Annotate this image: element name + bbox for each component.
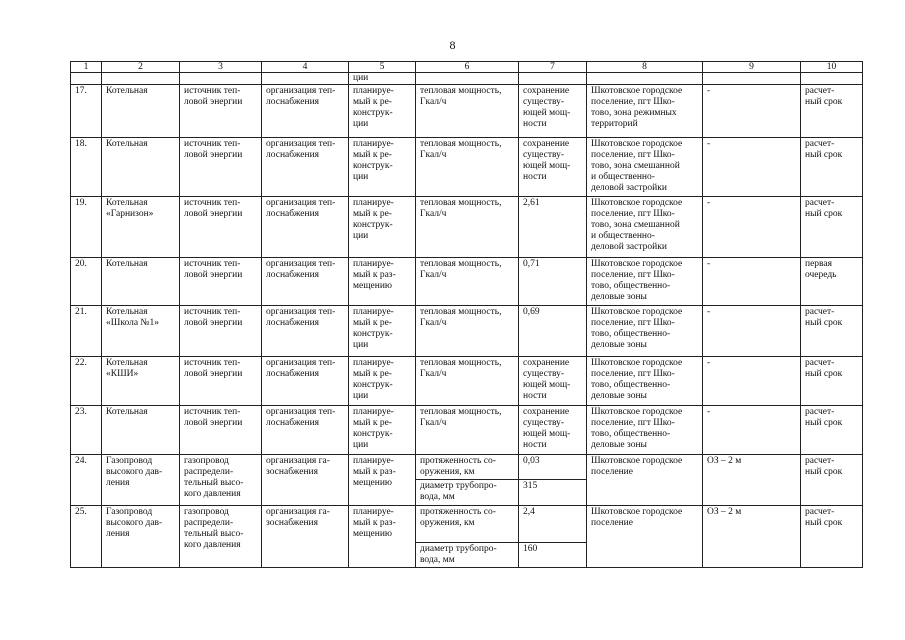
continuation-row — [71, 73, 863, 85]
object-owner: организация теп- лоснабжения — [262, 138, 349, 197]
parameter-name: диаметр трубопро- вода, мм — [420, 544, 497, 565]
object-name: Котельная «КШИ» — [102, 357, 180, 406]
protection-zone: - — [703, 357, 801, 406]
row-number: 17. — [71, 85, 102, 138]
object-purpose: источник теп- ловой энергии — [180, 258, 262, 306]
column-number-row — [71, 62, 863, 73]
implementation-term: расчет- ный срок — [801, 406, 863, 455]
implementation-term: первая очередь — [801, 258, 863, 306]
object-purpose: источник теп- ловой энергии — [180, 306, 262, 357]
parameter-value: сохранение существу- ющей мощ- ности — [519, 357, 587, 406]
page-number: 8 — [449, 38, 456, 52]
parameter-name: диаметр трубопро- вода, мм — [420, 481, 497, 502]
implementation-term: расчет- ный срок — [801, 357, 863, 406]
table-row — [71, 506, 863, 568]
protection-zone: - — [703, 258, 801, 306]
object-name: Котельная — [102, 406, 180, 455]
empty-cell — [703, 73, 801, 85]
column-number: 7 — [519, 62, 587, 73]
table-row — [71, 258, 863, 306]
table-row — [71, 306, 863, 357]
object-location: Шкотовское городское поселение, пгт Шко- тово, общественно- деловые зоны — [587, 258, 703, 306]
parameter-value: 2,4 — [519, 506, 586, 543]
parameter-value: сохранение существу- ющей мощ- ности — [519, 138, 587, 197]
continuation-text: ции — [349, 73, 416, 85]
object-location: Шкотовское городское поселение, пгт Шко- тово, зона режимных территорий — [587, 85, 703, 138]
row-number: 23. — [71, 406, 102, 455]
row-number: 22. — [71, 357, 102, 406]
object-purpose: источник теп- ловой энергии — [180, 406, 262, 455]
protection-zone: ОЗ – 2 м — [703, 455, 801, 506]
column-number: 8 — [587, 62, 703, 73]
protection-zone: - — [703, 197, 801, 258]
implementation-term: расчет- ный срок — [801, 306, 863, 357]
object-owner: организация теп- лоснабжения — [262, 357, 349, 406]
parameter-value: 0,69 — [519, 306, 587, 357]
object-name: Котельная — [102, 138, 180, 197]
object-name: Газопровод высокого дав- ления — [102, 455, 180, 506]
row-number: 20. — [71, 258, 102, 306]
parameter-value: 315 — [523, 481, 538, 491]
protection-zone: - — [703, 306, 801, 357]
object-location: Шкотовское городское поселение, пгт Шко- тово, общественно- деловые зоны — [587, 406, 703, 455]
object-name: Котельная — [102, 85, 180, 138]
object-location: Шкотовское городское поселение — [587, 455, 703, 506]
parameter-name: тепловая мощность, Гкал/ч — [416, 138, 519, 197]
object-status: планируе- мый к ре- конструк- ции — [349, 306, 416, 357]
implementation-term: расчет- ный срок — [801, 85, 863, 138]
parameter-name: тепловая мощность, Гкал/ч — [416, 85, 519, 138]
table-row — [71, 406, 863, 455]
parameter-value: сохранение существу- ющей мощ- ности — [519, 406, 587, 455]
empty-cell — [180, 73, 262, 85]
protection-zone: - — [703, 85, 801, 138]
object-name: Котельная «Гарнизон» — [102, 197, 180, 258]
parameter-value: 160 — [523, 544, 538, 554]
object-status: планируе- мый к ре- конструк- ции — [349, 85, 416, 138]
object-status: планируе- мый к ре- конструк- ции — [349, 406, 416, 455]
parameter-stack — [416, 455, 519, 506]
object-status: планируе- мый к ре- конструк- ции — [349, 197, 416, 258]
column-number: 9 — [703, 62, 801, 73]
row-number: 19. — [71, 197, 102, 258]
object-status: планируе- мый к раз- мещению — [349, 258, 416, 306]
empty-cell — [102, 73, 180, 85]
parameter-name: тепловая мощность, Гкал/ч — [416, 258, 519, 306]
table-row — [71, 138, 863, 197]
parameter-name: тепловая мощность, Гкал/ч — [416, 197, 519, 258]
object-purpose: источник теп- ловой энергии — [180, 357, 262, 406]
object-purpose: источник теп- ловой энергии — [180, 138, 262, 197]
object-purpose: источник теп- ловой энергии — [180, 197, 262, 258]
object-name: Котельная — [102, 258, 180, 306]
object-owner: организация теп- лоснабжения — [262, 406, 349, 455]
parameter-value: сохранение существу- ющей мощ- ности — [519, 85, 587, 138]
column-number: 5 — [349, 62, 416, 73]
object-owner: организация теп- лоснабжения — [262, 197, 349, 258]
object-location: Шкотовское городское поселение — [587, 506, 703, 568]
implementation-term: расчет- ный срок — [801, 506, 863, 568]
column-number: 3 — [180, 62, 262, 73]
table-row — [71, 197, 863, 258]
implementation-term: расчет- ный срок — [801, 138, 863, 197]
object-purpose: газопровод распредели- тельный высо- кого давления — [180, 506, 262, 568]
object-location: Шкотовское городское поселение, пгт Шко- тово, общественно- деловые зоны — [587, 357, 703, 406]
object-location: Шкотовское городское поселение, пгт Шко- тово, зона смешанной и общественно- деловой застройки — [587, 138, 703, 197]
table-row — [71, 357, 863, 406]
table-row — [71, 85, 863, 138]
parameter-value: 0,03 — [519, 455, 586, 480]
row-number: 21. — [71, 306, 102, 357]
column-number: 2 — [102, 62, 180, 73]
column-number: 10 — [801, 62, 863, 73]
column-number: 4 — [262, 62, 349, 73]
row-number: 24. — [71, 455, 102, 506]
protection-zone: ОЗ – 2 м — [703, 506, 801, 568]
parameter-name: протяженность со- оружения, км — [416, 506, 518, 543]
empty-cell — [416, 73, 519, 85]
row-number: 18. — [71, 138, 102, 197]
implementation-term: расчет- ный срок — [801, 197, 863, 258]
object-owner: организация теп- лоснабжения — [262, 306, 349, 357]
implementation-term: расчет- ный срок — [801, 455, 863, 506]
object-status: планируе- мый к ре- конструк- ции — [349, 357, 416, 406]
object-location: Шкотовское городское поселение, пгт Шко- тово, общественно- деловые зоны — [587, 306, 703, 357]
object-purpose: газопровод распредели- тельный высо- кого давления — [180, 455, 262, 506]
parameter-value: 2,61 — [519, 197, 587, 258]
object-owner: организация теп- лоснабжения — [262, 258, 349, 306]
parameter-name: тепловая мощность, Гкал/ч — [416, 357, 519, 406]
facilities-table — [70, 61, 863, 568]
value-stack — [519, 455, 587, 506]
column-number: 6 — [416, 62, 519, 73]
parameter-name: тепловая мощность, Гкал/ч — [416, 306, 519, 357]
value-stack — [519, 506, 587, 568]
object-owner: организация теп- лоснабжения — [262, 85, 349, 138]
object-owner: организация га- зоснабжения — [262, 455, 349, 506]
object-owner: организация га- зоснабжения — [262, 506, 349, 568]
protection-zone: - — [703, 406, 801, 455]
object-status: планируе- мый к ре- конструк- ции — [349, 138, 416, 197]
empty-cell — [262, 73, 349, 85]
object-status: планируе- мый к раз- мещению — [349, 455, 416, 506]
object-status: планируе- мый к раз- мещению — [349, 506, 416, 568]
protection-zone: - — [703, 138, 801, 197]
object-location: Шкотовское городское поселение, пгт Шко- тово, зона смешанной и общественно- деловой застройки — [587, 197, 703, 258]
row-number: 25. — [71, 506, 102, 568]
table-row — [71, 455, 863, 506]
empty-cell — [801, 73, 863, 85]
object-purpose: источник теп- ловой энергии — [180, 85, 262, 138]
object-name: Котельная «Школа №1» — [102, 306, 180, 357]
parameter-name: тепловая мощность, Гкал/ч — [416, 406, 519, 455]
empty-cell — [519, 73, 587, 85]
parameter-name: протяженность со- оружения, км — [416, 455, 518, 480]
object-name: Газопровод высокого дав- ления — [102, 506, 180, 568]
empty-cell — [71, 73, 102, 85]
parameter-value: 0,71 — [519, 258, 587, 306]
column-number: 1 — [71, 62, 102, 73]
empty-cell — [587, 73, 703, 85]
parameter-stack — [416, 506, 519, 568]
